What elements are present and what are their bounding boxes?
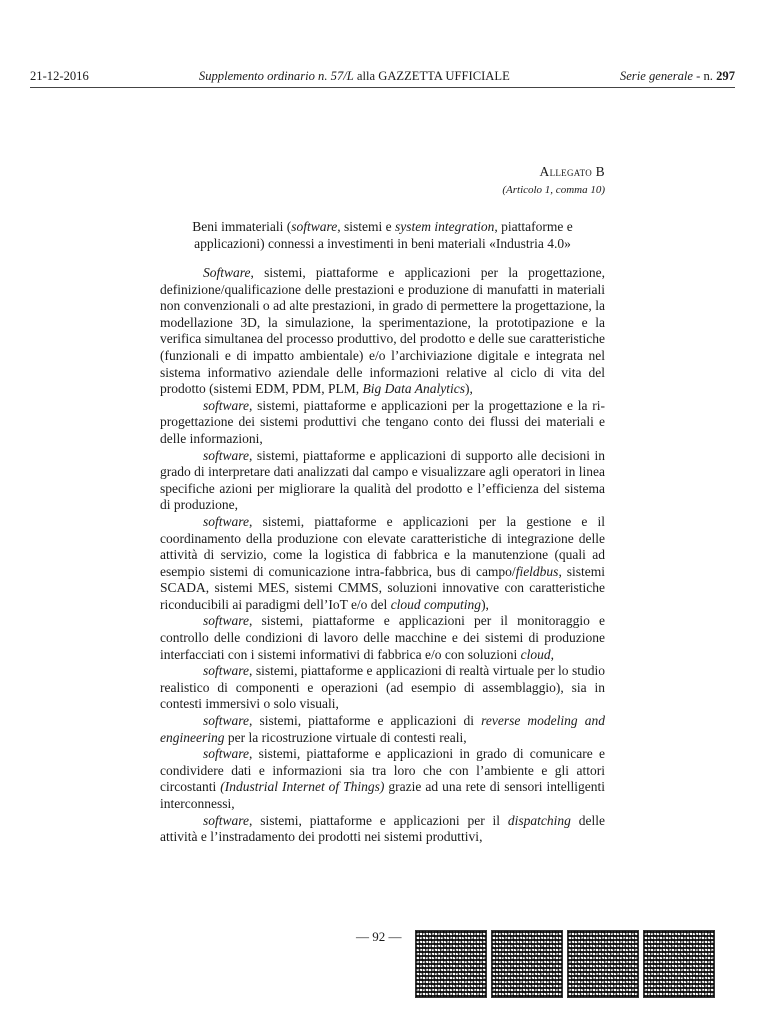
paragraph-text: , sistemi, piattaforme e applicazioni di (249, 713, 482, 729)
paragraph (160, 265, 605, 398)
paragraph (160, 813, 605, 846)
paragraph (160, 448, 605, 514)
paragraph-lead: software (203, 663, 250, 679)
paragraph (160, 613, 605, 663)
allegato-block (502, 164, 605, 198)
page-number: — 92 — (356, 929, 402, 944)
paragraph-lead: software (203, 613, 250, 629)
paragraph-tail: grazie ad una rete di sensori intelligenti interconnessi, (160, 779, 605, 811)
allegato-label: Allegato B (539, 164, 605, 179)
section-title (160, 218, 605, 252)
title-part-3: , sistemi e (337, 219, 396, 234)
paragraph-mid-italic: fieldbus (515, 563, 559, 579)
paragraph-text: , sistemi, piattaforme e applicazioni in grado di comunicare e condividere dati e informazioni sia tra loro che con l’ambiente e gli attori circostanti (160, 746, 605, 795)
paragraph (160, 514, 605, 614)
paragraph (160, 713, 605, 746)
title-part-5: , piattaforme e applicazioni) connessi a investimenti in beni materiali «Industria 4.0» (194, 219, 573, 251)
paragraph-text: , sistemi, piattaforme e applicazioni per la progettazione, definizione/qualificazione delle prestazioni e produzione di manufatti in materiali non convenzionali o ad alte prestazioni, in grado di permettere la progettazione, la modellazione 3D, la simulazione, la sperimentazione, la prototipazione e la verifica simultanea del processo produttivo, del prodotto e delle sue caratteristiche (funzionali e di impatto ambientale) e/o l’archiviazione digitale e integrata nel sistema informativo aziendale delle informazioni relative al ciclo di vita del prodotto (sistemi EDM, PDM, PLM, (160, 265, 605, 397)
barcode-group (415, 930, 715, 998)
paragraph-lead: software (203, 713, 250, 729)
paragraph (160, 746, 605, 812)
paragraph-tail-italic: (Industrial Internet of Things) (220, 779, 385, 795)
paragraph (160, 398, 605, 448)
title-part-4: system integration (395, 219, 495, 234)
header-series-sep: - n. (693, 69, 717, 83)
paragraph-lead: software (203, 397, 250, 413)
paragraph-lead: Software (203, 265, 251, 280)
header-series-italic: Serie generale (619, 69, 694, 83)
paragraph-text: , sistemi, piattaforme e applicazioni per il (249, 812, 508, 828)
qr-code-icon (643, 930, 715, 998)
paragraph-text: , sistemi, piattaforme e applicazioni di supporto alle decisioni in grado di interpretare dati analizzati dal campo e visualizzare agli operatori in linea specifiche azioni per migliorare la qualità del prodotto e l’efficienza del sistema di produzione, (160, 447, 605, 513)
paragraph-tail-italic: cloud (520, 646, 551, 662)
page-header (30, 69, 735, 83)
paragraph-text: , sistemi, piattaforme e applicazioni per la gestione e il coordinamento della produzione con elevate caratteristiche di integrazione delle attività di servizio, come la logistica di fabbrica e la manutenzione (quali ad esempio sistemi di comunicazione intra-fabbrica, bus di campo/ (160, 513, 605, 579)
header-publication-rest: alla GAZZETTA UFFICIALE (353, 69, 510, 83)
paragraph-text: , sistemi, piattaforme e applicazioni di realtà virtuale per lo studio realistico di componenti e operazioni (ad esempio di assemblaggio), sia in contesti immersivi o solo visuali, (160, 663, 605, 712)
paragraph-lead: software (203, 746, 250, 762)
title-part-2: software (291, 219, 338, 234)
header-publication (199, 69, 510, 83)
paragraph-lead: software (203, 513, 250, 529)
body-text (160, 265, 605, 846)
paragraph-tail-italic: reverse modeling and engineering (160, 713, 605, 745)
paragraph-tail: per la ricostruzione virtuale di contesti reali, (224, 729, 467, 745)
header-publication-italic: Supplemento ordinario n. 57/L (198, 69, 354, 83)
header-rule (30, 87, 735, 88)
qr-code-icon (415, 930, 487, 998)
title-part-1: Beni immateriali ( (192, 219, 292, 234)
paragraph-text: , sistemi, piattaforme e applicazioni per il monitoraggio e controllo delle condizioni di lavoro delle macchine e dei sistemi di produzione interfacciati con i sistemi informativi di fabbrica e/o con soluzioni (160, 613, 605, 662)
paragraph-lead: software (203, 812, 250, 828)
header-date: 21-12-2016 (30, 69, 89, 83)
paragraph-tail: ), (481, 596, 489, 612)
paragraph (160, 663, 605, 713)
header-series-number: 297 (716, 69, 735, 83)
paragraph-tail-italic: dispatching (507, 812, 571, 828)
paragraph-text: , sistemi, piattaforme e applicazioni per la progettazione e la ri-progettazione dei sistemi produttivi che tengano conto dei flussi dei materiali e delle informazioni, (160, 397, 605, 446)
paragraph-mid: , sistemi SCADA, sistemi MES, sistemi CMMS, soluzioni innovative con caratteristiche riconducibili ai paradigmi dell’IoT e/o del (160, 563, 605, 612)
paragraph-tail-italic: Big Data Analytics (362, 381, 466, 397)
allegato-ref: (Articolo 1, comma 10) (502, 184, 605, 196)
qr-code-icon (567, 930, 639, 998)
paragraph-tail: delle attività e l’instradamento dei prodotti nei sistemi produttivi, (160, 812, 605, 845)
paragraph-tail: ), (465, 381, 473, 397)
paragraph-lead: software (203, 447, 250, 463)
paragraph-tail-italic: cloud computing (390, 596, 482, 612)
paragraph-tail: , (550, 646, 555, 662)
qr-code-icon (491, 930, 563, 998)
header-series (620, 69, 735, 83)
